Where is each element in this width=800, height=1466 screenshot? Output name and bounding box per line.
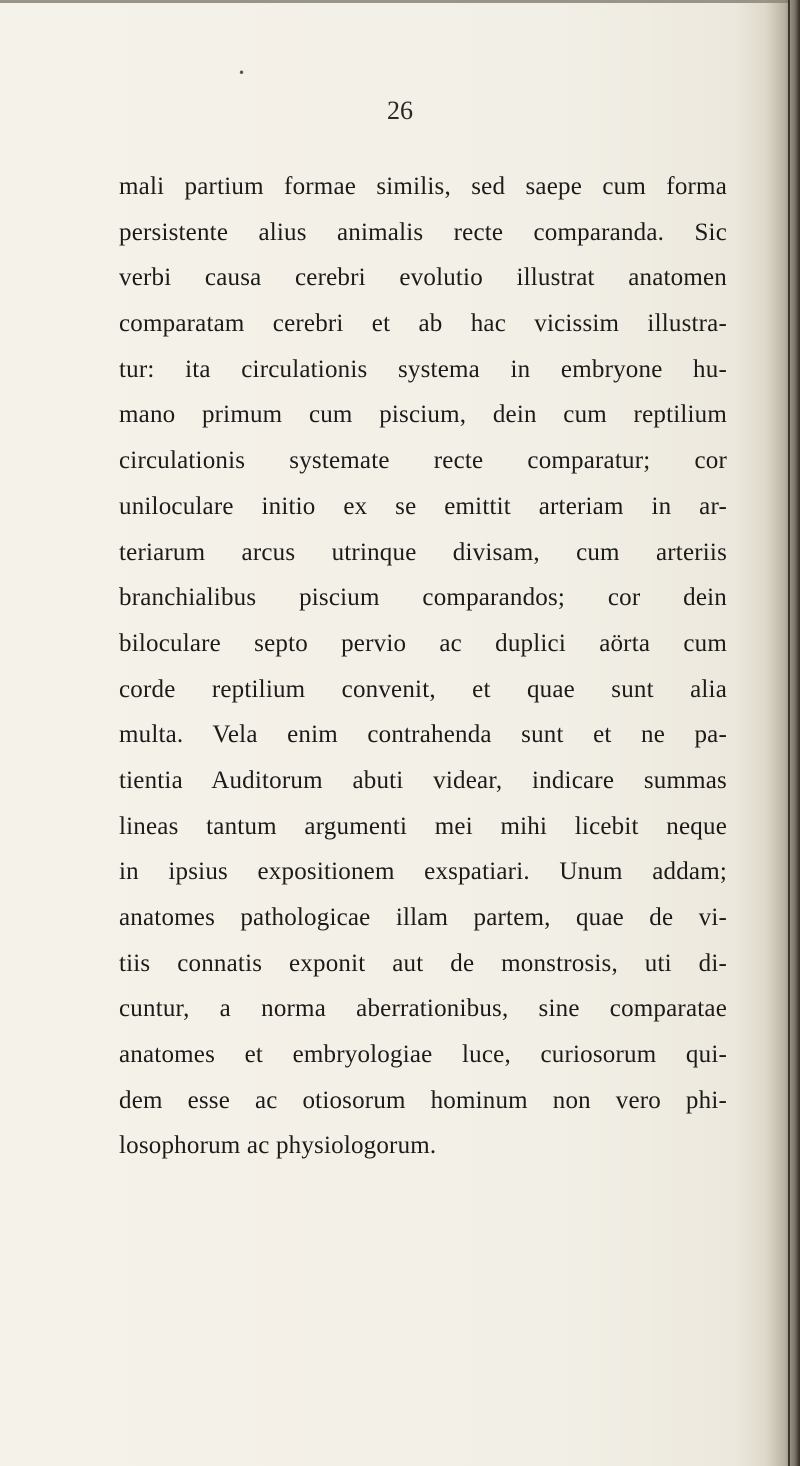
text-line: uniloculare initio ex se emittit arteriam in ar- [119, 492, 727, 520]
text-line: losophorum ac physiologorum. [119, 1132, 437, 1160]
text-line: persistente alius animalis recte comparanda. Sic [119, 218, 727, 246]
text-line: tur: ita circulationis systema in embryone hu- [119, 355, 727, 383]
page-edge-shadow [766, 0, 800, 1466]
text-line: branchialibus piscium comparandos; cor dein [119, 584, 727, 612]
text-line: in ipsius expositionem exspatiari. Unum addam; [119, 858, 727, 886]
text-line: lineas tantum argumenti mei mihi licebit neque [119, 812, 727, 840]
text-line: cuntur, a norma aberrationibus, sine comparatae [119, 995, 727, 1023]
page-edge-line [788, 0, 790, 1466]
text-line: teriarum arcus utrinque divisam, cum arteriis [119, 538, 727, 566]
text-line: corde reptilium convenit, et quae sunt alia [119, 675, 727, 703]
text-line: mano primum cum piscium, dein cum reptilium [119, 401, 727, 429]
top-rule [0, 0, 790, 3]
text-line: biloculare septo pervio ac duplici aörta cum [119, 629, 727, 657]
page-number: 26 [387, 96, 413, 125]
text-line: dem esse ac otiosorum hominum non vero phi- [119, 1086, 727, 1114]
text-line: tientia Auditorum abuti videar, indicare summas [119, 766, 727, 794]
text-line: multa. Vela enim contrahenda sunt et ne pa- [119, 721, 727, 749]
body-text [119, 164, 727, 1169]
text-line: verbi causa cerebri evolutio illustrat anatomen [119, 264, 727, 292]
print-mark: • [238, 66, 246, 80]
text-line: comparatam cerebri et ab hac vicissim illustra- [119, 310, 727, 338]
text-line: mali partium formae similis, sed saepe cum forma [119, 173, 727, 200]
text-line: anatomes et embryologiae luce, curiosorum qui- [119, 1041, 727, 1069]
text-line: circulationis systemate recte comparatur; cor [119, 447, 727, 475]
text-line: tiis connatis exponit aut de monstrosis, uti di- [119, 949, 727, 977]
text-line: anatomes pathologicae illam partem, quae de vi- [119, 904, 727, 931]
